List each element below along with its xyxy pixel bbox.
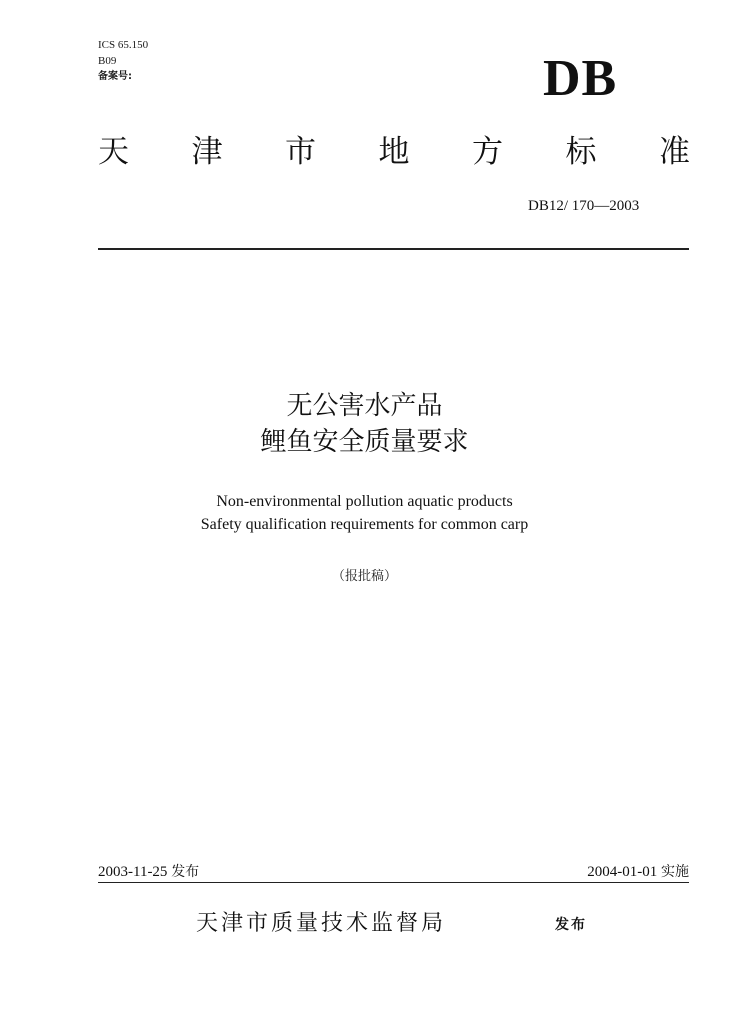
heading-char: 津 [191, 134, 223, 170]
implementation-label: 实施 [661, 864, 689, 880]
footer-divider [98, 882, 689, 883]
issuing-authority: 天津市质量技术监督局 [196, 911, 447, 936]
issue-date: 2003-11-25 [98, 864, 168, 880]
en-title-line1: Non-environmental pollution aquatic products [216, 493, 513, 510]
header-divider [98, 248, 689, 250]
standard-number: DB12/ 170—2003 [528, 198, 640, 214]
ics-code: ICS 65.150 [98, 39, 149, 51]
en-title-line2: Safety qualification requirements for common carp [200, 516, 529, 533]
heading-char: 准 [659, 134, 690, 170]
cn-title-line2: 鲤鱼安全质量要求 [260, 427, 469, 457]
cn-title-line1: 无公害水产品 [286, 391, 443, 421]
issue-date-line [98, 862, 199, 882]
heading-char: 天 [98, 134, 129, 170]
heading-char: 标 [565, 134, 597, 170]
category-code: B09 [98, 55, 117, 67]
draft-status-note: （报批稿） [331, 569, 397, 584]
issue-label: 发布 [171, 864, 200, 880]
heading-char: 方 [472, 134, 503, 170]
implementation-date-line [587, 862, 689, 882]
db-logo: DB [543, 50, 618, 107]
heading-char: 市 [285, 134, 316, 170]
filing-number-label: 备案号: [98, 71, 132, 82]
heading-char: 地 [378, 134, 410, 170]
standard-type-heading [98, 132, 690, 172]
issuing-action: 发布 [555, 917, 587, 933]
implementation-date: 2004-01-01 [587, 864, 658, 880]
